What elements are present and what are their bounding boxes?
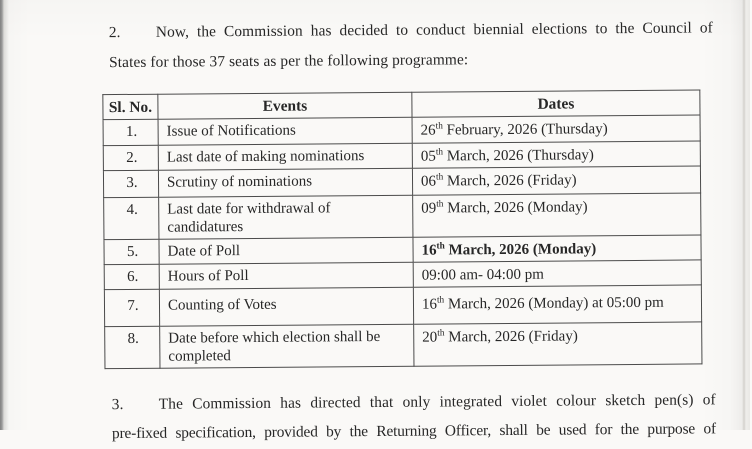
cell-date: 16th March, 2026 (Monday) [413, 235, 701, 263]
election-schedule-table [102, 89, 702, 368]
cell-sl: 4. [104, 197, 159, 239]
cell-date: 09:00 am- 04:00 pm [413, 260, 701, 288]
paragraph-3-number: 3. [112, 389, 159, 418]
header-dates: Dates [412, 90, 700, 117]
paragraph-2-number: 2. [109, 18, 156, 48]
cell-event: Hours of Poll [159, 262, 413, 289]
cell-sl: 5. [104, 239, 159, 265]
paragraph-2-line-1 [109, 13, 713, 48]
paragraph-3 [112, 385, 716, 448]
cell-date: 20th March, 2026 (Friday) [414, 322, 702, 366]
scan-left-edge-shadow [0, 0, 9, 430]
cell-event: Counting of Votes [159, 287, 413, 326]
ordinal-suffix: th [436, 241, 444, 251]
paragraph-2-line-2: States for those 37 seats as per the following programme: [109, 43, 713, 78]
paragraph-3-line-1 [112, 385, 716, 419]
ordinal-suffix: th [436, 200, 443, 210]
cell-sl: 6. [104, 264, 159, 290]
cell-event: Last date for withdrawal of candidatures [159, 195, 413, 238]
paragraph-3-text: The Commission has directed that only integrated violet colour sketch pen(s) of [159, 391, 716, 412]
header-sl-no: Sl. No. [103, 94, 158, 119]
paragraph-2-text: Now, the Commission has decided to conduct biennial elections to the Council of [156, 19, 713, 40]
cell-sl: 7. [104, 289, 159, 326]
cell-sl: 2. [103, 145, 158, 171]
cell-sl: 3. [103, 170, 158, 197]
cell-event: Scrutiny of nominations [158, 168, 412, 197]
cell-sl: 1. [103, 119, 158, 145]
header-events: Events [158, 92, 412, 119]
cell-event: Date before which election shall be completed [160, 324, 414, 367]
cell-date: 06th March, 2026 (Friday) [412, 166, 700, 195]
ordinal-suffix: th [436, 173, 443, 183]
ordinal-suffix: th [437, 329, 444, 339]
cell-date: 26th February, 2026 (Thursday) [412, 115, 700, 143]
table-row [104, 285, 701, 327]
cell-event: Date of Poll [159, 237, 413, 264]
cell-event: Last date of making nominations [158, 143, 412, 170]
table-row [105, 322, 702, 368]
cell-sl: 8. [105, 326, 160, 368]
ordinal-suffix: th [437, 296, 444, 306]
paragraph-2 [109, 13, 713, 78]
ordinal-suffix: th [436, 121, 443, 131]
cell-date: 09th March, 2026 (Monday) [413, 193, 701, 237]
cell-date: 05th March, 2026 (Thursday) [412, 141, 700, 169]
scan-right-page-edge [730, 0, 750, 430]
table-row [104, 193, 701, 239]
ordinal-suffix: th [436, 147, 443, 157]
paragraph-3-line-2: pre-fixed specification, provided by the Returning Officer, shall be used for the purpose of [112, 414, 716, 448]
cell-event: Issue of Notifications [158, 117, 412, 145]
cell-date: 16th March, 2026 (Monday) at 05:00 pm [413, 285, 701, 324]
